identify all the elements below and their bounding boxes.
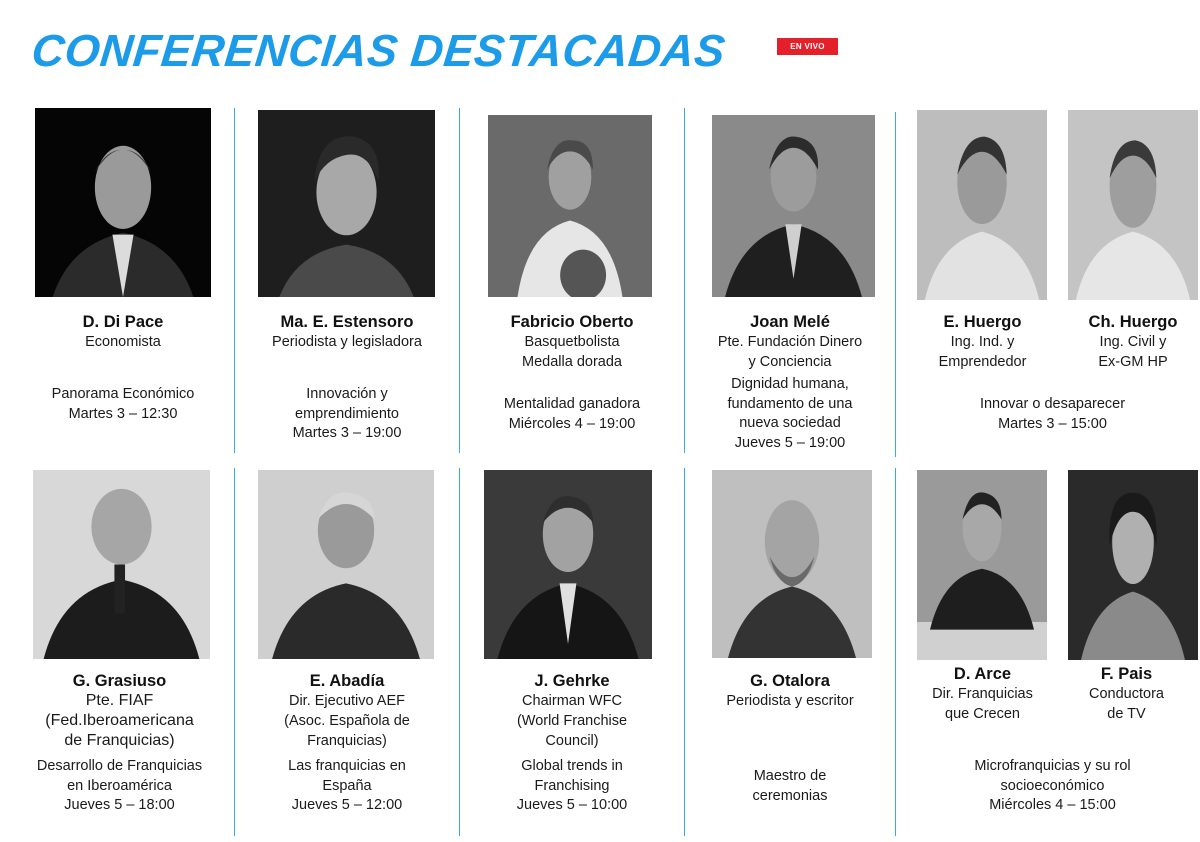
talk-title: nueva sociedad [739,415,841,431]
talk-schedule: Jueves 5 – 18:00 [64,797,175,813]
column-divider [895,112,896,457]
talk-info-di-pace [10,385,236,424]
talk-schedule: Jueves 5 – 19:00 [734,434,846,451]
speaker-card-mele [685,312,895,372]
talk-schedule: Miércoles 4 – 19:00 [508,415,636,432]
speaker-card-arce [905,664,1060,724]
speaker-role: Ing. Civil y [1099,334,1167,350]
talk-info-mele [685,375,895,453]
talk-info-gehrke [460,757,684,816]
speaker-photo-mele [712,115,875,297]
speaker-name: G. Grasiuso [72,672,167,690]
speaker-card-abadia [235,671,459,751]
speaker-name: J. Gehrke [534,672,610,690]
talk-info-abadia [235,757,459,816]
talk-schedule: Martes 3 – 15:00 [998,415,1107,432]
speaker-role: que Crecen [945,706,1020,722]
speaker-role: Basquetbolista [524,334,620,350]
live-badge: EN VIVO [777,38,838,55]
speaker-role: Dir. Franquicias [932,686,1033,702]
speaker-photo-gehrke [484,470,652,659]
talk-info-oberto [460,395,684,434]
talk-schedule: Jueves 5 – 12:00 [291,797,403,813]
speaker-role: Franquicias) [307,733,387,749]
talk-info-estensoro [235,385,459,444]
speaker-card-estensoro [235,312,459,352]
talk-title: Panorama Económico [51,386,195,402]
talk-title: Desarrollo de Franquicias [36,758,203,774]
speaker-role: Council) [545,733,599,749]
speaker-photo-abadia [258,470,434,659]
speaker-photo-estensoro [258,110,435,297]
speaker-name: D. Di Pace [82,313,164,331]
talk-schedule: Jueves 5 – 10:00 [516,797,628,813]
talk-title: España [322,777,372,794]
speaker-name: F. Pais [1100,665,1153,683]
speaker-card-grasiuso [5,671,234,751]
speaker-role: Emprendedor [938,354,1027,370]
talk-title: Las franquicias en [288,758,406,774]
speaker-name: Joan Melé [750,313,830,331]
column-divider [895,468,896,836]
page-title: CONFERENCIAS DESTACADAS [29,25,728,76]
talk-title: Innovación y [306,386,388,402]
speaker-card-e-huergo [905,312,1060,372]
speaker-card-di-pace [10,312,236,352]
talk-title: ceremonias [752,787,828,804]
speaker-role: y Conciencia [748,354,832,370]
talk-info-arce-pais [905,757,1200,816]
talk-title: fundamento de una [727,395,853,412]
talk-title: emprendimiento [295,405,399,422]
speaker-photo-ch-huergo [1068,110,1198,300]
speaker-card-oberto [460,312,684,372]
speaker-role: Pte. FIAF [85,692,154,709]
talk-info-huergo [905,395,1200,434]
speaker-name: Fabricio Oberto [510,313,634,331]
speaker-role: (Fed.Iberoamericana [45,712,194,729]
speaker-role: Economista [85,334,161,350]
speaker-photo-di-pace [35,108,211,297]
talk-schedule: Martes 3 – 19:00 [292,425,402,441]
talk-title: Maestro de [753,768,827,784]
speaker-photo-e-huergo [917,110,1047,300]
speaker-role: Ex-GM HP [1098,354,1168,370]
talk-title: socioeconómico [1000,777,1105,794]
speaker-role: (Asoc. Española de [284,713,410,729]
speaker-role: Dir. Ejecutivo AEF [288,693,406,709]
talk-title: Dignidad humana, [731,376,849,392]
speaker-role: de TV [1107,706,1146,722]
talk-schedule: Martes 3 – 12:30 [68,405,178,422]
speaker-name: D. Arce [953,665,1012,683]
speaker-card-gehrke [460,671,684,751]
speaker-card-pais [1060,664,1193,724]
speaker-card-ch-huergo [1060,312,1200,372]
speaker-photo-oberto [488,115,652,297]
speaker-role: Chairman WFC [522,693,622,709]
speaker-name: E. Abadía [309,672,385,690]
speaker-role: Periodista y escritor [726,693,854,709]
speaker-photo-grasiuso [33,470,210,659]
talk-title: Global trends in [521,758,623,774]
speaker-photo-arce [917,470,1047,660]
speaker-role: de Franquicias) [64,732,175,749]
talk-title: Mentalidad ganadora [503,396,641,412]
speaker-photo-otalora [712,470,872,658]
speaker-name: Ch. Huergo [1088,313,1178,331]
speaker-role: Medalla dorada [522,354,622,370]
speaker-role: Pte. Fundación Dinero [717,334,863,350]
talk-info-otalora [685,767,895,806]
speaker-role: Periodista y legisladora [272,334,422,350]
talk-title: Franchising [534,777,610,794]
talk-title: Innovar o desaparecer [979,396,1126,412]
speaker-role: Ing. Ind. y [950,334,1015,350]
speaker-card-otalora [685,671,895,711]
speaker-photo-pais [1068,470,1198,660]
speaker-name: E. Huergo [943,313,1022,331]
speaker-role: (World Franchise [516,713,628,729]
talk-title: en Iberoamérica [67,777,172,794]
talk-schedule: Miércoles 4 – 15:00 [989,797,1116,813]
talk-title: Microfranquicias y su rol [974,758,1131,774]
speaker-role: Conductora [1089,686,1164,702]
speaker-name: G. Otalora [750,672,830,690]
talk-info-grasiuso [5,757,234,816]
speaker-name: Ma. E. Estensoro [280,313,414,331]
